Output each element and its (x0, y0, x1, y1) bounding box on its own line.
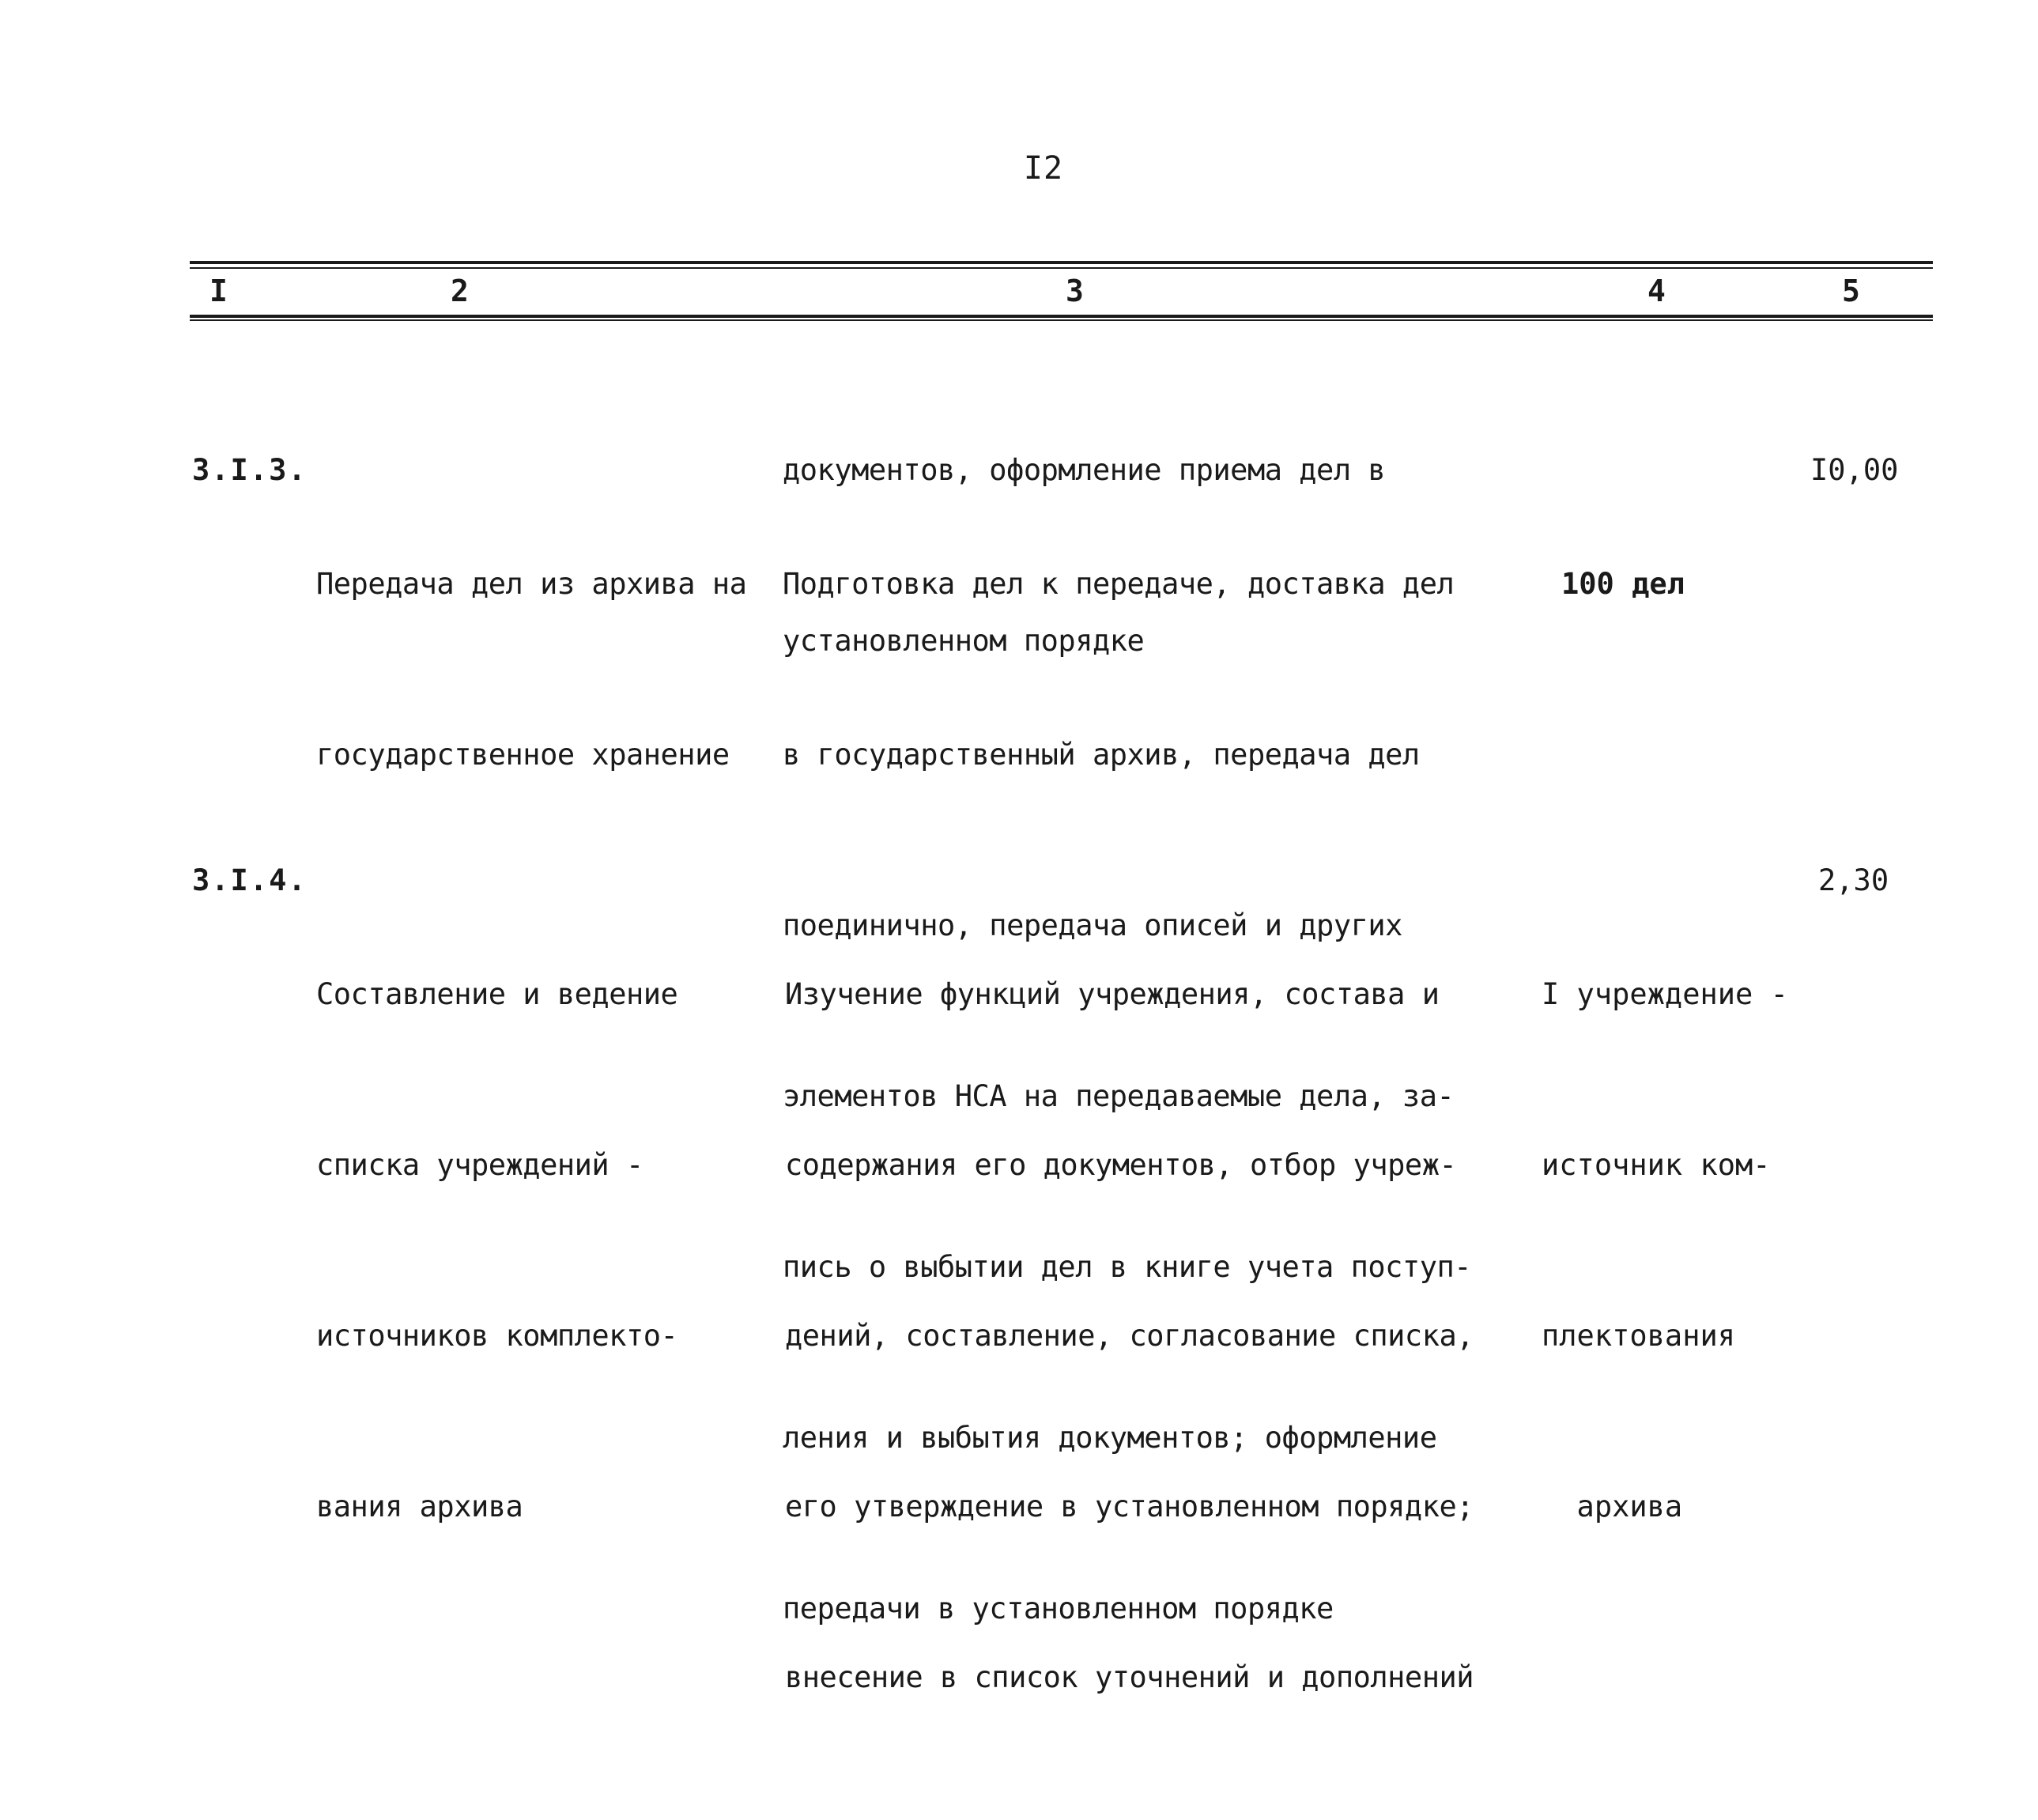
header-col-2: 2 (451, 274, 469, 308)
table-top-rule-thin (190, 267, 1933, 269)
name-line: государственное хранение (316, 738, 730, 772)
header-col-4: 4 (1647, 274, 1666, 308)
name-line: источников комплекто- (316, 1319, 678, 1353)
row-name (316, 852, 677, 1649)
header-col-3: 3 (1066, 274, 1084, 308)
content-line: пись о выбытии дел в книге учета поступ- (783, 1250, 1472, 1284)
table-header-rule (190, 315, 1933, 318)
content-line: Подготовка дел к передаче, доставка дел (783, 567, 1455, 601)
row-number: 3.I.3. (192, 453, 308, 487)
content-line: в государственный архив, передача дел (783, 738, 1420, 772)
name-line: Передача дел из архива на (316, 567, 747, 601)
content-line: элементов НСА на передаваемые дела, за- (783, 1079, 1455, 1113)
content-line: документов, оформление приема дел в (783, 453, 1386, 487)
content-line: передачи в установленном порядке (783, 1592, 1334, 1626)
content-line: Изучение функций учреждения, состава и (785, 977, 1440, 1011)
unit-line: 100 дел (1561, 567, 1685, 601)
name-line: вания архива (316, 1490, 523, 1524)
name-line: Составление и ведение (316, 977, 678, 1011)
table-top-rule (190, 261, 1933, 264)
row-number: 3.I.4. (192, 863, 308, 897)
row-norm: 2,30 (1818, 863, 1889, 897)
row-unit (1542, 852, 1788, 1649)
content-line: содержания его документов, отбор учреж- (785, 1148, 1457, 1182)
content-line: установленном порядке (783, 624, 1145, 658)
content-line: поединично, передача описей и других (783, 908, 1402, 942)
unit-line: плектования (1542, 1319, 1736, 1353)
row-content (785, 852, 1474, 1820)
header-col-5: 5 (1842, 274, 1860, 308)
row-norm: I0,00 (1810, 453, 1899, 487)
page-number: I2 (1023, 150, 1064, 187)
header-col-1: I (209, 274, 228, 308)
unit-line: источник ком- (1542, 1148, 1771, 1182)
unit-line: I учреждение - (1542, 977, 1788, 1011)
content-line: внесение в список уточнений и дополнений (785, 1660, 1474, 1694)
name-line: списка учреждений - (316, 1148, 643, 1182)
content-line: его утверждение в установленном порядке; (785, 1490, 1474, 1524)
unit-line: архива (1542, 1490, 1683, 1524)
table-header-rule-thin (190, 319, 1933, 321)
content-line: ления и выбытия документов; оформление (783, 1421, 1437, 1455)
content-line: дений, составление, согласование списка, (785, 1319, 1474, 1353)
row-name (316, 442, 746, 897)
row-unit (1561, 442, 1685, 727)
